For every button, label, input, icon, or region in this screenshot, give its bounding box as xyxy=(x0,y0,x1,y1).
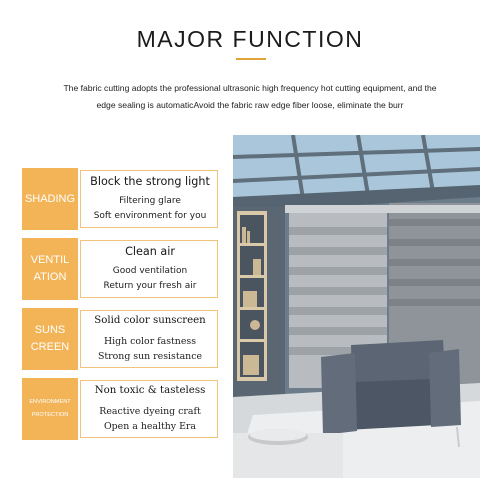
feature-heading: Clean air xyxy=(125,245,175,258)
feature-box-sunscreen xyxy=(80,310,218,368)
feature-heading: Non toxic & tasteless xyxy=(94,385,206,396)
feature-line: Good ventilation xyxy=(112,266,188,276)
feature-sunscreen xyxy=(22,308,218,370)
feature-shading xyxy=(22,168,218,230)
page-title: MAJOR FUNCTION xyxy=(136,26,364,52)
feature-line: Strong sun resistance xyxy=(97,351,203,362)
feature-box-environment-protection xyxy=(80,380,218,438)
intro-line-2: edge sealing is automaticAvoid the fabric raw edge fiber loose, eliminate the burr xyxy=(96,100,404,110)
feature-environment-protection xyxy=(22,378,218,440)
feature-tag-environment-protection: ENVIRONMENT PROTECTION xyxy=(22,378,78,440)
feature-tag-sunscreen: SUNS CREEN xyxy=(22,308,78,370)
feature-ventilation xyxy=(22,238,218,300)
feature-tag-shading: SHADING xyxy=(22,168,78,230)
intro-text xyxy=(22,80,478,114)
feature-line: High color fastness xyxy=(103,336,197,347)
feature-heading: Block the strong light xyxy=(90,175,210,188)
feature-line: Open a healthy Era xyxy=(104,421,196,432)
room-photo xyxy=(233,135,480,478)
feature-tag-ventilation: VENTIL ATION xyxy=(22,238,78,300)
feature-line: Soft environment for you xyxy=(93,211,207,221)
feature-line: Reactive dyeing craft xyxy=(99,406,201,417)
coffee-table xyxy=(233,429,343,478)
feature-line: Filtering glare xyxy=(119,196,181,206)
feature-box-ventilation xyxy=(80,240,218,298)
feature-heading: Solid color sunscreen xyxy=(94,315,206,326)
bookshelf xyxy=(237,211,267,381)
intro-line-1: The fabric cutting adopts the professional ultrasonic high frequency hot cutting equipment, and the xyxy=(63,83,437,93)
title-underline xyxy=(236,58,266,60)
feature-line: Return your fresh air xyxy=(103,281,197,291)
feature-box-shading xyxy=(80,170,218,228)
